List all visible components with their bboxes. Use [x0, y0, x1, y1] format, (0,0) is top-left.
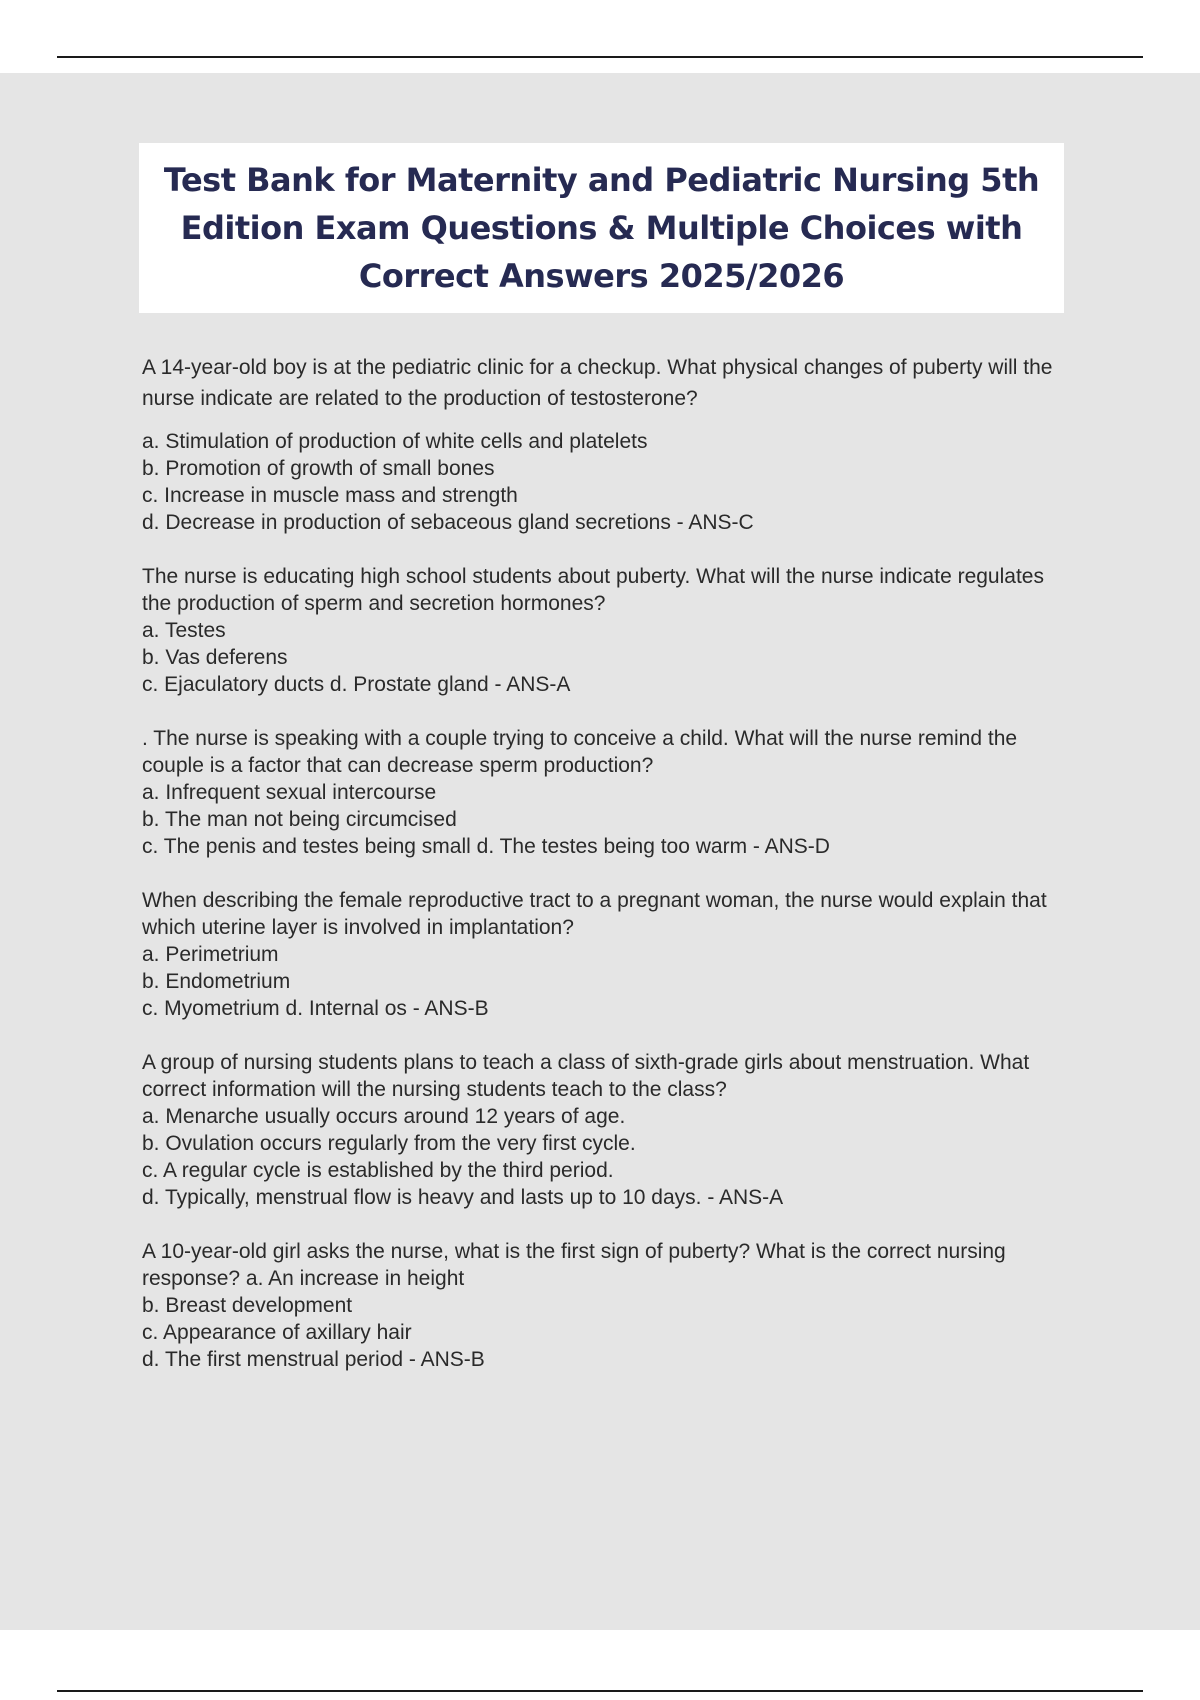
title-box — [139, 143, 1064, 313]
answer-choice: d. Decrease in production of sebaceous gland secretions - ANS-C — [142, 511, 754, 534]
question-stem: The nurse is educating high school students about puberty. What will the nurse indicate regulates the production of sperm and secretion hormones? — [142, 565, 1044, 615]
question-1 — [142, 352, 1072, 536]
answer-choice: b. Vas deferens — [142, 646, 288, 669]
answer-choice: c. Appearance of axillary hair — [142, 1321, 412, 1344]
answer-choice: b. Ovulation occurs regularly from the very first cycle. — [142, 1132, 636, 1155]
answer-choice: a. Testes — [142, 619, 226, 642]
answer-choice: b. The man not being circumcised — [142, 808, 457, 831]
answer-choice: a. Infrequent sexual intercourse — [142, 781, 437, 804]
question-stem: A group of nursing students plans to teach a class of sixth-grade girls about menstruation. What correct information will the nursing students teach to the class? — [142, 1051, 1030, 1101]
answer-choice: c. The penis and testes being small d. The testes being too warm - ANS-D — [142, 835, 830, 858]
question-4 — [142, 887, 1072, 1022]
answer-choice: a. Stimulation of production of white cells and platelets — [142, 430, 648, 453]
answer-choice: b. Promotion of growth of small bones — [142, 457, 495, 480]
question-stem: When describing the female reproductive tract to a pregnant woman, the nurse would explain that which uterine layer is involved in implantation? — [142, 889, 1047, 939]
question-stem: . The nurse is speaking with a couple trying to conceive a child. What will the nurse remind the couple is a factor that can decrease sperm production? — [142, 727, 1018, 777]
question-stem: A 10-year-old girl asks the nurse, what is the first sign of puberty? What is the correct nursing response? a. An increase in height — [142, 1240, 1006, 1290]
question-3 — [142, 725, 1072, 860]
answer-choice: b. Endometrium — [142, 970, 291, 993]
question-stem: A 14-year-old boy is at the pediatric clinic for a checkup. What physical changes of puberty will the nurse indicate are related to the production of testosterone? — [142, 356, 1053, 410]
answer-choice: c. Myometrium d. Internal os - ANS-B — [142, 997, 489, 1020]
answer-choice: c. Ejaculatory ducts d. Prostate gland - ANS-A — [142, 673, 571, 696]
question-2 — [142, 563, 1072, 698]
answer-choice: a. Menarche usually occurs around 12 years of age. — [142, 1105, 626, 1128]
answer-choice: c. A regular cycle is established by the third period. — [142, 1159, 614, 1182]
answer-choice: d. Typically, menstrual flow is heavy and lasts up to 10 days. - ANS-A — [142, 1186, 784, 1209]
answer-choice: c. Increase in muscle mass and strength — [142, 484, 518, 507]
answer-choice: a. Perimetrium — [142, 943, 279, 966]
document-title: Test Bank for Maternity and Pediatric Nursing 5th Edition Exam Questions & Multiple Choices with Correct Answers 2025/2026 — [163, 161, 1040, 295]
bottom-rule — [57, 1690, 1143, 1692]
question-list — [142, 352, 1072, 1400]
question-5 — [142, 1049, 1072, 1211]
question-6 — [142, 1238, 1072, 1373]
top-rule — [57, 56, 1143, 58]
answer-choice: d. The first menstrual period - ANS-B — [142, 1348, 485, 1371]
answer-choice: b. Breast development — [142, 1294, 353, 1317]
